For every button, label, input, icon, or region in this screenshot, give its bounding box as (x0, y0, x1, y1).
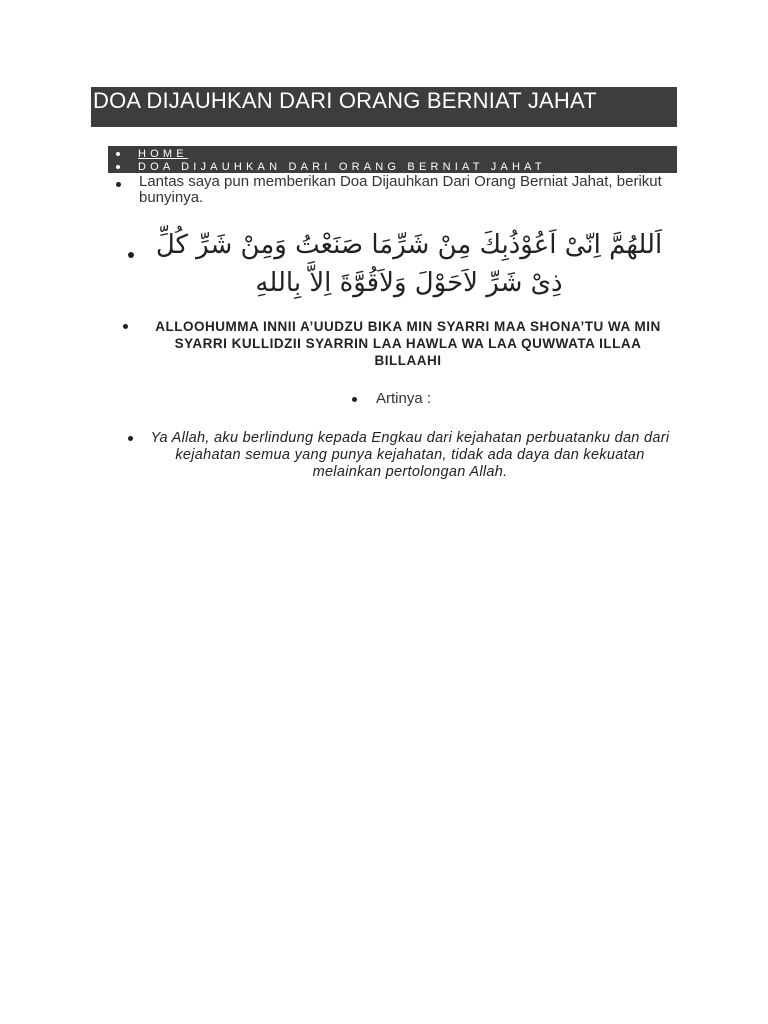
arabic-prayer: اَللهُمَّ اِنّىْ اَعُوْذُبِكَ مِنْ شَرِّمَا صَنَعْتُ وَمِنْ شَرِّ كُلِّ ذِىْ شَرِّ لاَحَوْلَ وَلاَقُوَّةَ اِلاَّ بِاللهِ (155, 230, 663, 298)
title-bar (91, 87, 677, 127)
breadcrumb-current-label: DOA DIJAUHKAN DARI ORANG BERNIAT JAHAT (138, 160, 546, 173)
breadcrumb-item-home[interactable] (108, 147, 188, 160)
meaning-text: Ya Allah, aku berlindung kepada Engkau dari kejahatan perbuatanku dan dari kejahatan semua yang punya kejahatan, tidak ada daya dan kekuatan melainkan pertolongan Allah. (150, 430, 670, 480)
bullet-icon (128, 252, 134, 258)
latin-transliteration: ALLOOHUMMA INNII A’UUDZU BIKA MIN SYARRI MAA SHONA’TU WA MIN SYARRI KULLIDZII SYARRIN LAA HAWLA WA LAA QUWWATA ILLAA BILLAAHI (155, 319, 661, 368)
artinya-label: Artinya : (376, 390, 432, 407)
bullet-icon (352, 397, 357, 402)
breadcrumb-home-link[interactable]: HOME (138, 147, 188, 160)
breadcrumb-item-current (108, 160, 546, 173)
bullet-icon (123, 324, 128, 329)
bullet-icon (128, 436, 133, 441)
page-title: DOA DIJAUHKAN DARI ORANG BERNIAT JAHAT (93, 88, 597, 113)
bullet-icon (116, 182, 121, 187)
intro-text: Lantas saya pun memberikan Doa Dijauhkan Dari Orang Berniat Jahat, berikut bunyinya. (139, 173, 662, 206)
